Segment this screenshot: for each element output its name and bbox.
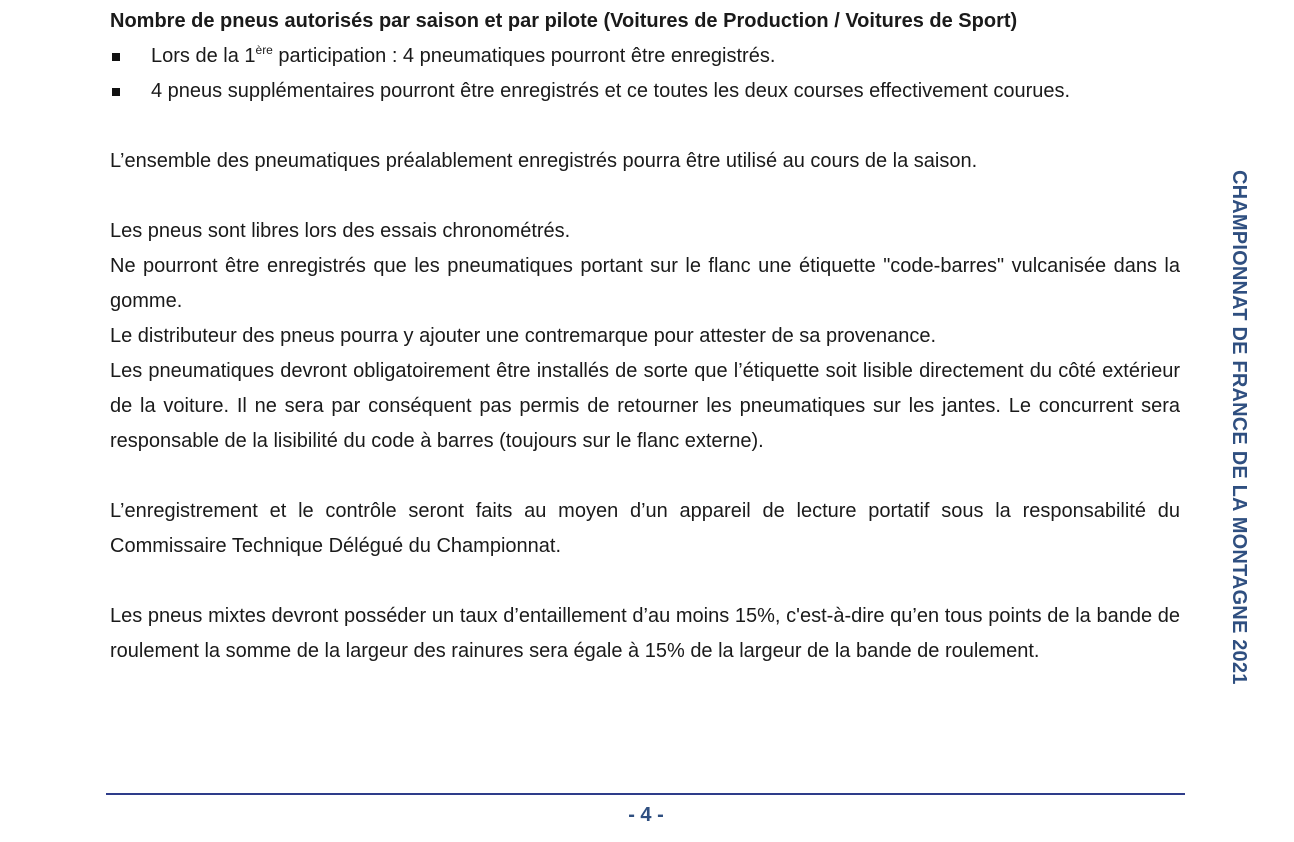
document-body — [110, 4, 1180, 669]
paragraph: Les pneus sont libres lors des essais chronométrés. — [110, 220, 571, 242]
section-heading: Nombre de pneus autorisés par saison et par pilote (Voitures de Production / Voitures de Sport) — [110, 10, 1018, 32]
paragraph: Ne pourront être enregistrés que les pneumatiques portant sur le flanc une étiquette "code-barres" vulcanisée dans la gomme. — [110, 255, 1180, 312]
spacer — [110, 109, 1180, 144]
paragraph: Les pneus mixtes devront posséder un taux d’entaillement d’au moins 15%, c'est-à-dire qu’en tous points de la bande de roulement la somme de la largeur des rainures sera égale à 15% de la largeur de la bande de roulement. — [110, 605, 1180, 662]
spacer — [110, 179, 1180, 214]
paragraph: Les pneumatiques devront obligatoirement être installés de sorte que l’étiquette soit lisible directement du côté extérieur de la voiture. Il ne sera par conséquent pas permis de retourner les pneumatiques sur les jantes. Le concurrent sera responsable de la lisibilité du code à barres (toujours sur le flanc externe). — [110, 360, 1180, 452]
paragraph: L’ensemble des pneumatiques préalablement enregistrés pourra être utilisé au cours de la saison. — [110, 150, 978, 172]
spacer — [110, 459, 1180, 494]
page-number: - 4 - — [628, 804, 664, 826]
bullet-list — [110, 39, 1180, 109]
bullet-text-end: participation : 4 pneumatiques pourront être enregistrés. — [272, 45, 776, 67]
side-title: CHAMPIONNAT DE FRANCE DE LA MONTAGNE 2021 — [1228, 170, 1250, 685]
list-item — [110, 74, 1180, 109]
footer-divider — [106, 793, 1185, 795]
square-bullet-icon — [112, 53, 120, 61]
bullet-text: 4 pneus supplémentaires pourront être enregistrés et ce toutes les deux courses effectivement courues. — [151, 80, 1071, 102]
paragraph: L’enregistrement et le contrôle seront faits au moyen d’un appareil de lecture portatif sous la responsabilité du Commissaire Technique Délégué du Championnat. — [110, 500, 1180, 557]
spacer — [110, 564, 1180, 599]
square-bullet-icon — [112, 88, 120, 96]
superscript-ordinal: ère — [255, 43, 273, 57]
list-item — [110, 39, 1180, 74]
paragraph: Le distributeur des pneus pourra y ajouter une contremarque pour attester de sa provenance. — [110, 325, 937, 347]
bullet-text-start: Lors de la 1 — [151, 45, 256, 67]
